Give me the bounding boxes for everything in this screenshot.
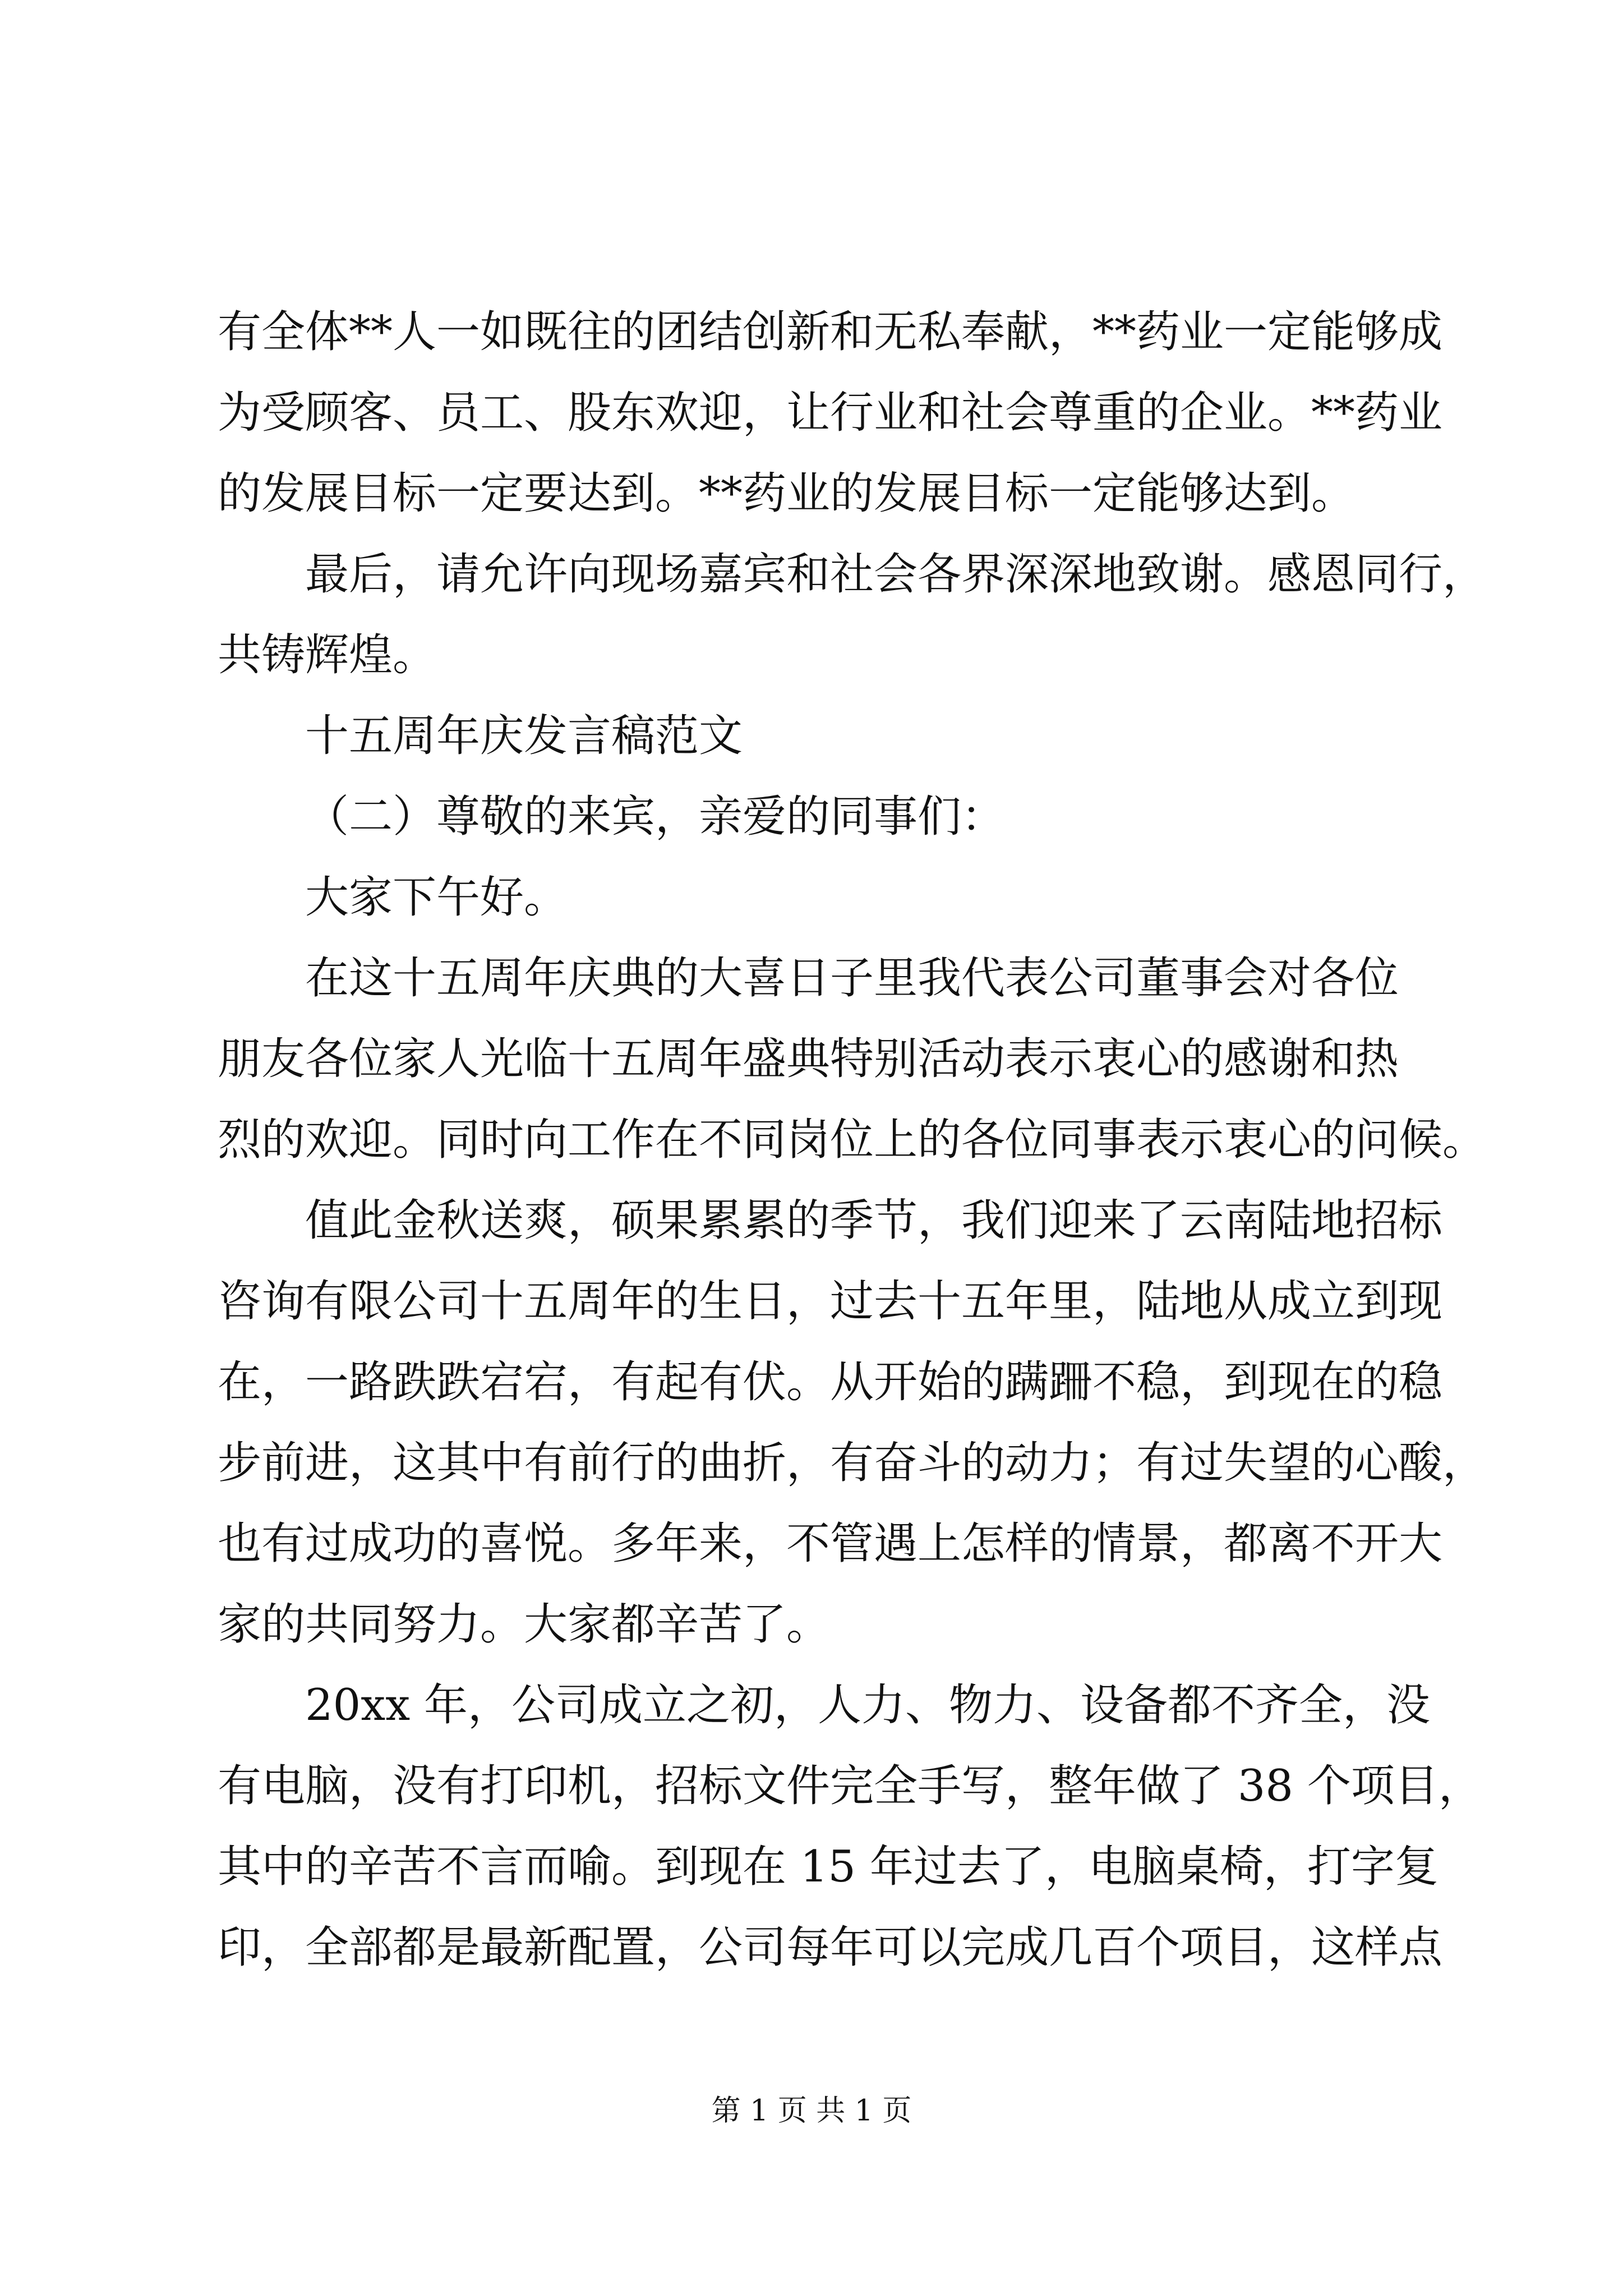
text-line: 为受顾客、员工、股东欢迎，让行业和社会尊重的企业。**药业 [218, 388, 1443, 438]
text-line: 有电脑，没有打印机，招标文件完全手写，整年做了 38 个项目， [218, 1761, 1482, 1811]
text-line: 在，一路跌跌宕宕，有起有伏。从开始的蹒跚不稳，到现在的稳 [218, 1357, 1443, 1407]
document-body [218, 292, 1487, 1988]
text-line: 大家下午好。 [305, 872, 568, 923]
text-line: 有全体**人一如既往的团结创新和无私奉献，**药业一定能够成 [218, 307, 1443, 357]
text-line: 朋友各位家人光临十五周年盛典特别活动表示衷心的感谢和热 [218, 1034, 1399, 1084]
section-heading: 十五周年庆发言稿范文 [305, 711, 743, 761]
text-line: 在这十五周年庆典的大喜日子里我代表公司董事会对各位 [305, 953, 1399, 1004]
text-line: （二）尊敬的来宾，亲爱的同事们： [305, 792, 1006, 842]
text-line: 20xx 年，公司成立之初，人力、物力、设备都不齐全，没 [305, 1680, 1431, 1731]
text-line: 的发展目标一定要达到。**药业的发展目标一定能够达到。 [218, 468, 1355, 519]
text-line: 也有过成功的喜悦。多年来，不管遇上怎样的情景，都离不开大 [218, 1519, 1443, 1569]
text-line: 步前进，这其中有前行的曲折，有奋斗的动力；有过失望的心酸， [218, 1438, 1487, 1488]
text-line: 最后，请允许向现场嘉宾和社会各界深深地致谢。感恩同行， [305, 549, 1487, 600]
page-footer [0, 2091, 1623, 2131]
text-line: 烈的欢迎。同时向工作在不同岗位上的各位同事表示衷心的问候。 [218, 1115, 1487, 1165]
page-number: 第 1 页 共 1 页 [711, 2094, 912, 2128]
text-line: 咨询有限公司十五周年的生日，过去十五年里，陆地从成立到现 [218, 1276, 1443, 1327]
text-line: 共铸辉煌。 [218, 630, 437, 680]
text-line: 印，全部都是最新配置，公司每年可以完成几百个项目，这样点 [218, 1922, 1443, 1973]
text-line: 值此金秋送爽，硕果累累的季节，我们迎来了云南陆地招标 [305, 1195, 1443, 1246]
text-line: 家的共同努力。大家都辛苦了。 [218, 1599, 831, 1650]
text-line: 其中的辛苦不言而喻。到现在 15 年过去了，电脑桌椅，打字复 [218, 1842, 1438, 1892]
